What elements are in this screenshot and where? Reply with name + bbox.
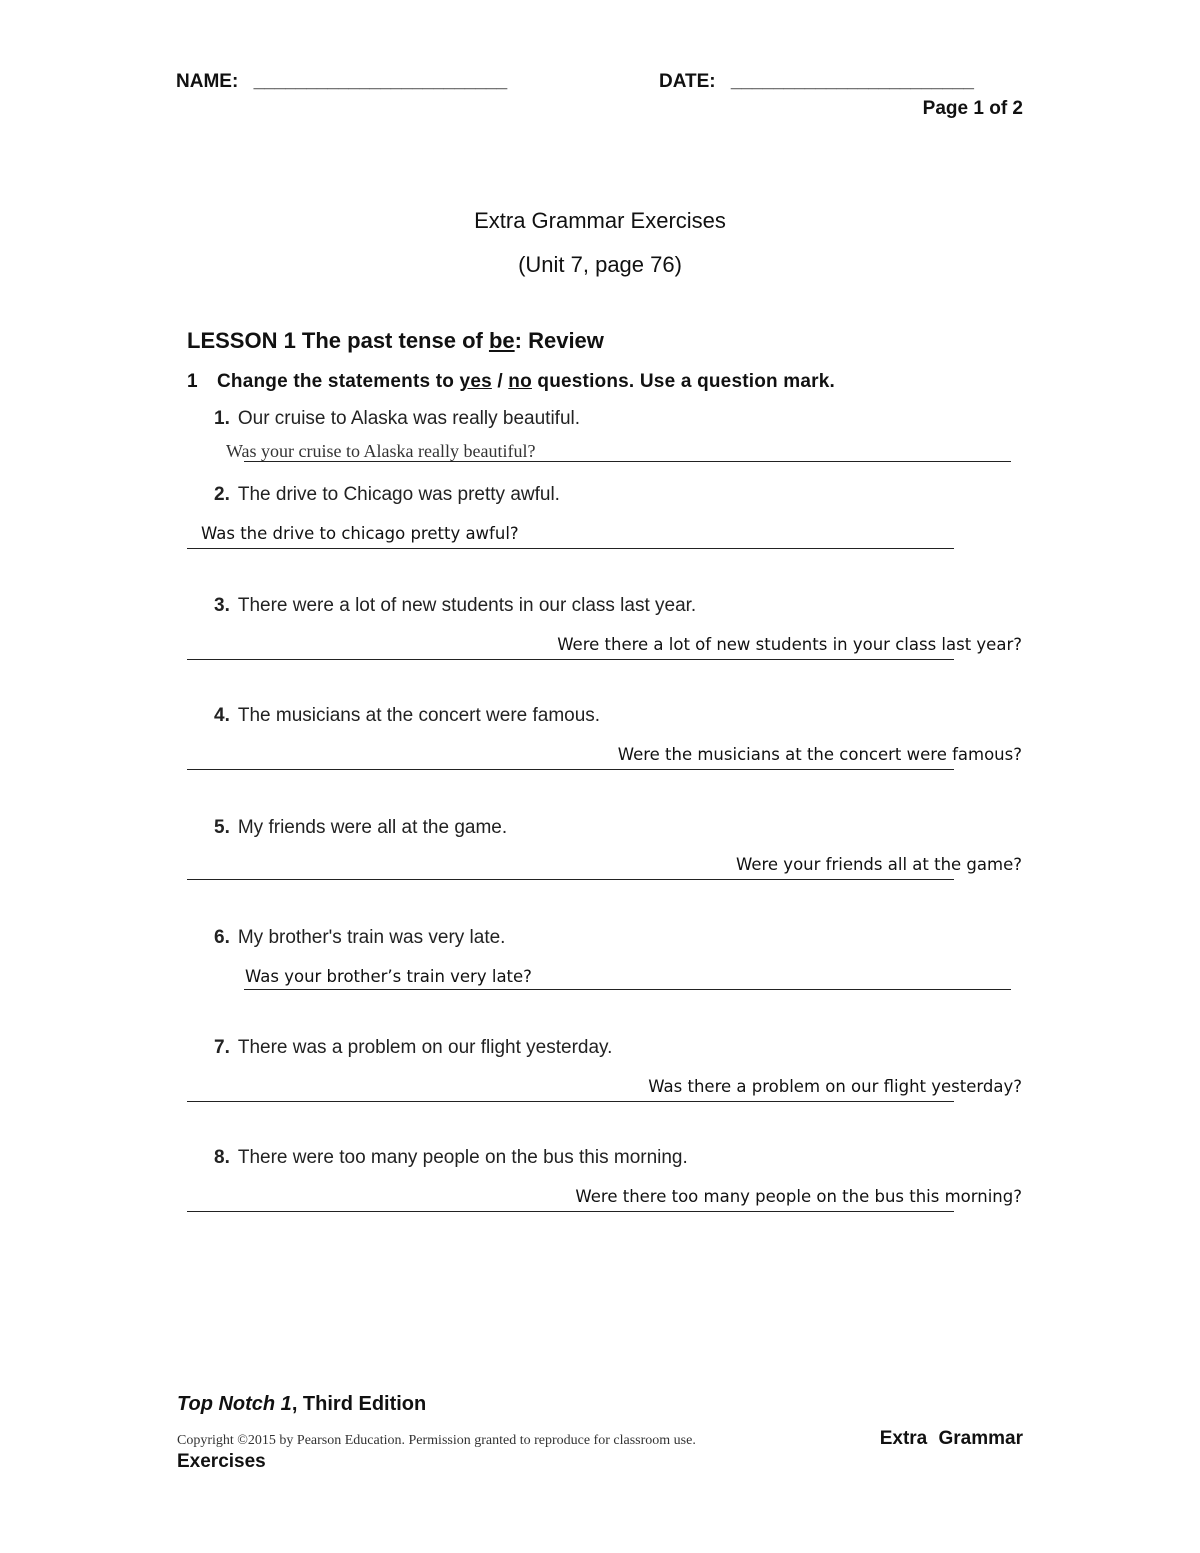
item-number: 5. [214, 817, 230, 838]
item-number: 8. [214, 1147, 230, 1168]
exercise-item-6 [214, 927, 505, 949]
page-subtitle: (Unit 7, page 76) [518, 252, 682, 277]
item-sentence: There were too many people on the bus this morning. [237, 1147, 688, 1168]
exercise-instruction [187, 371, 835, 393]
answer-line-2 [187, 548, 954, 549]
answer-line-8 [187, 1211, 954, 1212]
answer-4[interactable]: Were the musicians at the concert were famous? [617, 745, 1022, 764]
exercise-item-4 [214, 705, 600, 727]
exercise-item-8 [214, 1147, 688, 1169]
lesson-heading [187, 328, 604, 354]
date-label: DATE: [659, 71, 716, 92]
item-sentence: There were a lot of new students in our class last year. [237, 595, 697, 616]
date-field [659, 71, 974, 93]
answer-6[interactable]: Was your brother’s train very late? [245, 967, 532, 986]
page-title: Extra Grammar Exercises [474, 208, 726, 233]
book-name: Top Notch 1 [177, 1393, 292, 1415]
date-blank[interactable]: _______________________ [730, 71, 974, 92]
instruction-text: Change the statements to [217, 371, 460, 392]
answer-7[interactable]: Was there a problem on our flight yesterday? [648, 1077, 1022, 1096]
answer-5[interactable]: Were your friends all at the game? [735, 855, 1022, 874]
item-number: 4. [214, 705, 230, 726]
page-number: Page 1 of 2 [922, 98, 1023, 119]
instruction-yes: yes [459, 371, 492, 392]
item-sentence: My friends were all at the game. [237, 817, 508, 838]
item-number: 1. [214, 408, 230, 429]
answer-line-1 [244, 461, 1011, 462]
book-edition: , Third Edition [291, 1393, 427, 1415]
lesson-suffix: : Review [514, 328, 604, 353]
answer-line-3 [187, 659, 954, 660]
item-number: 7. [214, 1037, 230, 1058]
copyright-text: Copyright ©2015 by Pearson Education. Permission granted to reproduce for classroom use. [177, 1433, 696, 1448]
name-blank[interactable]: ________________________ [253, 71, 508, 92]
footer-book-title [177, 1393, 426, 1416]
name-field [176, 71, 507, 93]
lesson-keyword: be [488, 328, 515, 353]
answer-line-7 [187, 1101, 954, 1102]
instruction-text-end: questions. Use a question mark. [531, 371, 836, 392]
item-sentence: The musicians at the concert were famous. [237, 705, 601, 726]
footer-tag: Extra Grammar [879, 1428, 1023, 1449]
item-sentence: My brother's train was very late. [237, 927, 506, 948]
instruction-slash: / [491, 371, 509, 392]
exercise-item-2 [214, 484, 560, 506]
exercise-item-3 [214, 595, 696, 617]
copyright-line [177, 1428, 1023, 1450]
answer-1[interactable]: Was your cruise to Alaska really beautiful? [226, 441, 536, 461]
item-sentence: There was a problem on our flight yesterday. [237, 1037, 613, 1058]
answer-8[interactable]: Were there too many people on the bus this morning? [575, 1187, 1022, 1206]
item-number: 2. [214, 484, 230, 505]
footer-tag-continued: Exercises [177, 1451, 266, 1472]
answer-line-6 [244, 989, 1011, 990]
item-sentence: Our cruise to Alaska was really beautiful. [237, 408, 581, 429]
lesson-prefix: LESSON 1 The past tense of [187, 328, 489, 353]
exercise-item-7 [214, 1037, 612, 1059]
answer-2[interactable]: Was the drive to chicago pretty awful? [201, 524, 519, 543]
name-label: NAME: [176, 71, 239, 92]
exercise-number: 1 [187, 371, 198, 392]
answer-line-5 [187, 879, 954, 880]
instruction-no: no [508, 371, 532, 392]
item-number: 6. [214, 927, 230, 948]
item-number: 3. [214, 595, 230, 616]
exercise-item-5 [214, 817, 507, 839]
answer-3[interactable]: Were there a lot of new students in your class last year? [557, 635, 1022, 654]
item-sentence: The drive to Chicago was pretty awful. [237, 484, 560, 505]
answer-line-4 [187, 769, 954, 770]
exercise-item-1 [214, 408, 580, 430]
